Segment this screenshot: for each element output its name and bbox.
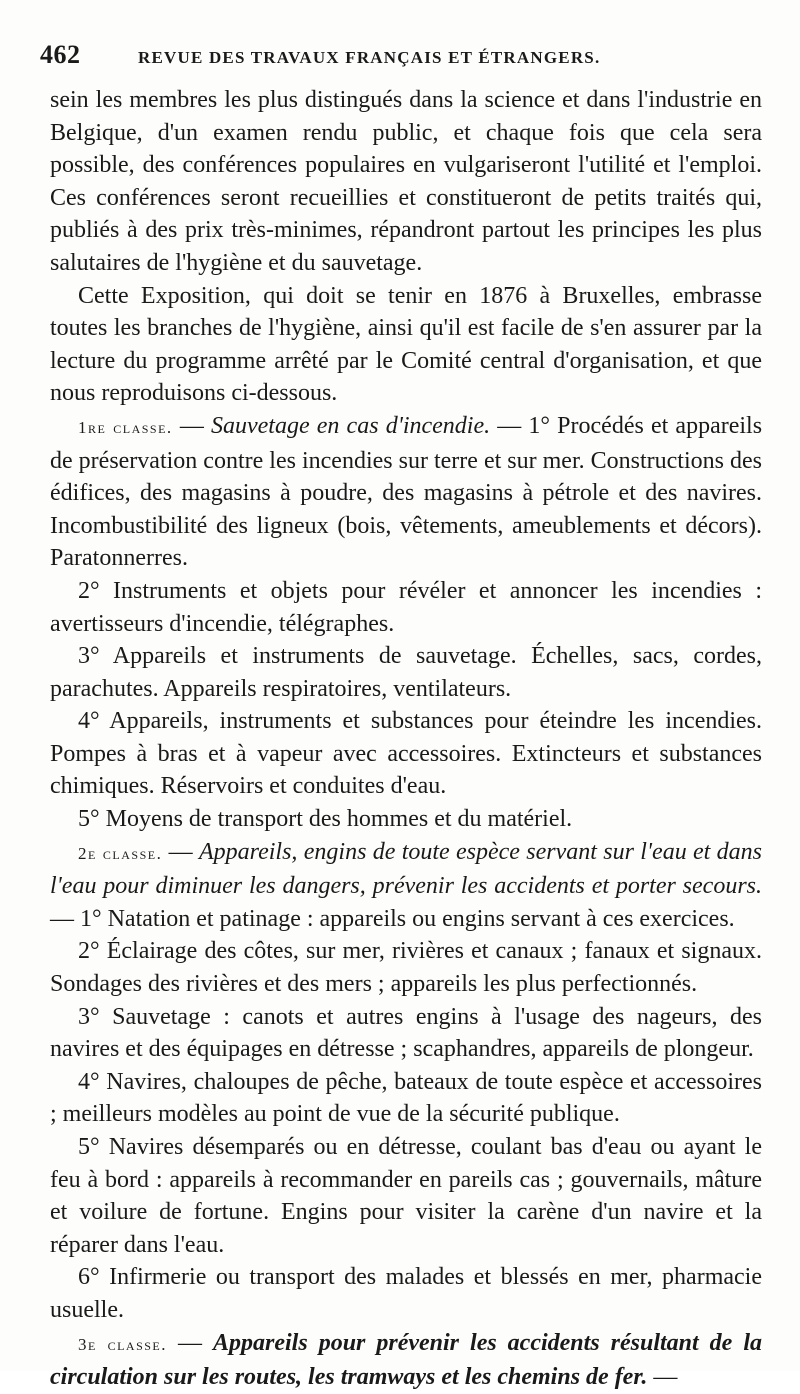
paragraph (50, 84, 762, 280)
class-title: Appareils pour prévenir les accidents résultant de la circulation sur les routes, les tramways et les chemins de fer. (50, 1329, 763, 1391)
paragraph (50, 1131, 762, 1261)
paragraph-text: — (653, 1364, 678, 1391)
class-label: 2e classe. (78, 843, 163, 863)
class-label: 1re classe. (78, 417, 173, 437)
paragraph (50, 803, 762, 836)
paragraph-text: — 1° Natation et patinage : appareils ou engins servant à ces exercices. (50, 905, 735, 932)
paragraph (50, 1001, 762, 1066)
class-heading-paragraph: 3e classe. — Appareils pour prévenir les accidents résultant de la circulation sur les routes, les tramways et les chemins de fer. — (50, 1329, 763, 1391)
paragraph-text: 2° Instruments et objets pour révéler et annoncer les incendies : avertisseurs d'incendie, télégraphes. (50, 577, 762, 637)
paragraph (50, 935, 762, 1000)
paragraph (50, 280, 762, 410)
class-title: Sauvetage en cas d'incendie. (210, 412, 491, 439)
body-text (50, 84, 762, 1394)
paragraph (50, 640, 762, 705)
paragraph-text: 3° Appareils et instruments de sauvetage. Échelles, sacs, cordes, parachutes. Appareils respiratoires, ventilateurs. (50, 643, 762, 702)
class-label: 3e classe. (78, 1334, 168, 1354)
paragraph-text: sein les membres les plus distingués dans la science et dans l'industrie en Belgique, d'un examen rendu public, et chaque fois que cela sera possible, des conférences populaires en vulgariseront l'utilité et l'emploi. Ces conférences seront recueillies et constitueront de petits traités qui, publiés à des prix très-minimes, répandront partout les principes les plus salutaires de l'hygiène et du sauvetage. (50, 87, 762, 276)
class-title: Appareils, engins de toute espèce servant sur l'eau et dans l'eau pour diminuer les dangers, prévenir les accidents et porter secours. (50, 838, 762, 900)
paragraph-text: 5° Moyens de transport des hommes et du matériel. (78, 806, 573, 833)
page-number: 462 (40, 40, 81, 69)
paragraph (50, 705, 762, 803)
paragraph-text: 5° Navires désemparés ou en détresse, coulant bas d'eau ou ayant le feu à bord : appareils à recommander en pareils cas ; gouvernails, mâture et voilure de fortune. Engins pour visiter la carène d'un navire et la réparer dans l'eau. (50, 1134, 762, 1258)
class-heading-paragraph: 1re classe. — Sauvetage en cas d'incendie. — 1° Procédés et appareils de préservation contre les incendies sur terre et sur mer. Constructions des édifices, des magasins à poudre, des magasins à pétrole et des navires. Incombustibilité des ligneux (bois, vêtements, ameublements et décors). Paratonnerres. (50, 412, 763, 572)
paragraph-text: 6° Infirmerie ou transport des malades et blessés en mer, pharmacie usuelle. (50, 1264, 762, 1323)
running-head: REVUE DES TRAVAUX FRANÇAIS ET ÉTRANGERS. (138, 48, 601, 67)
paragraph-text: 4° Appareils, instruments et substances pour éteindre les incendies. Pompes à bras et à vapeur avec accessoires. Extincteurs et substances chimiques. Réservoirs et conduites d'eau. (50, 708, 762, 800)
class-heading-paragraph: 2e classe. — Appareils, engins de toute espèce servant sur l'eau et dans l'eau pour diminuer les dangers, prévenir les accidents et porter secours. — 1° Natation et patinage : appareils ou engins servant à ces exercices. (50, 838, 762, 932)
paragraph (50, 575, 762, 640)
paragraph-text: 4° Navires, chaloupes de pêche, bateaux de toute espèce et accessoires ; meilleurs modèles au point de vue de la sécurité publique. (50, 1068, 762, 1128)
paragraph (50, 1066, 762, 1131)
paragraph-text: Cette Exposition, qui doit se tenir en 1876 à Bruxelles, embrasse toutes les branches de l'hygiène, ainsi qu'il est facile de s'en assurer par la lecture du programme arrêté par le Comité central d'organisation, et que nous reproduisons ci-dessous. (50, 282, 762, 407)
page-header (40, 40, 760, 74)
paragraph-text: — 1° Procédés et appareils de préservation contre les incendies sur terre et sur mer. Constructions des édifices, des magasins à poudre, des magasins à pétrole et des navires. Incombustibilité des ligneux (bois, vêtements, ameublements et décors). Paratonnerres. (50, 412, 763, 572)
paragraph-text: 2° Éclairage des côtes, sur mer, rivières et canaux ; fanaux et signaux. Sondages des rivières et des mers ; appareils les plus perfectionnés. (50, 938, 762, 998)
paragraph (50, 1261, 762, 1326)
paragraph-text: 3° Sauvetage : canots et autres engins à l'usage des nageurs, des navires et des équipages en détresse ; scaphandres, appareils de plongeur. (50, 1003, 762, 1063)
